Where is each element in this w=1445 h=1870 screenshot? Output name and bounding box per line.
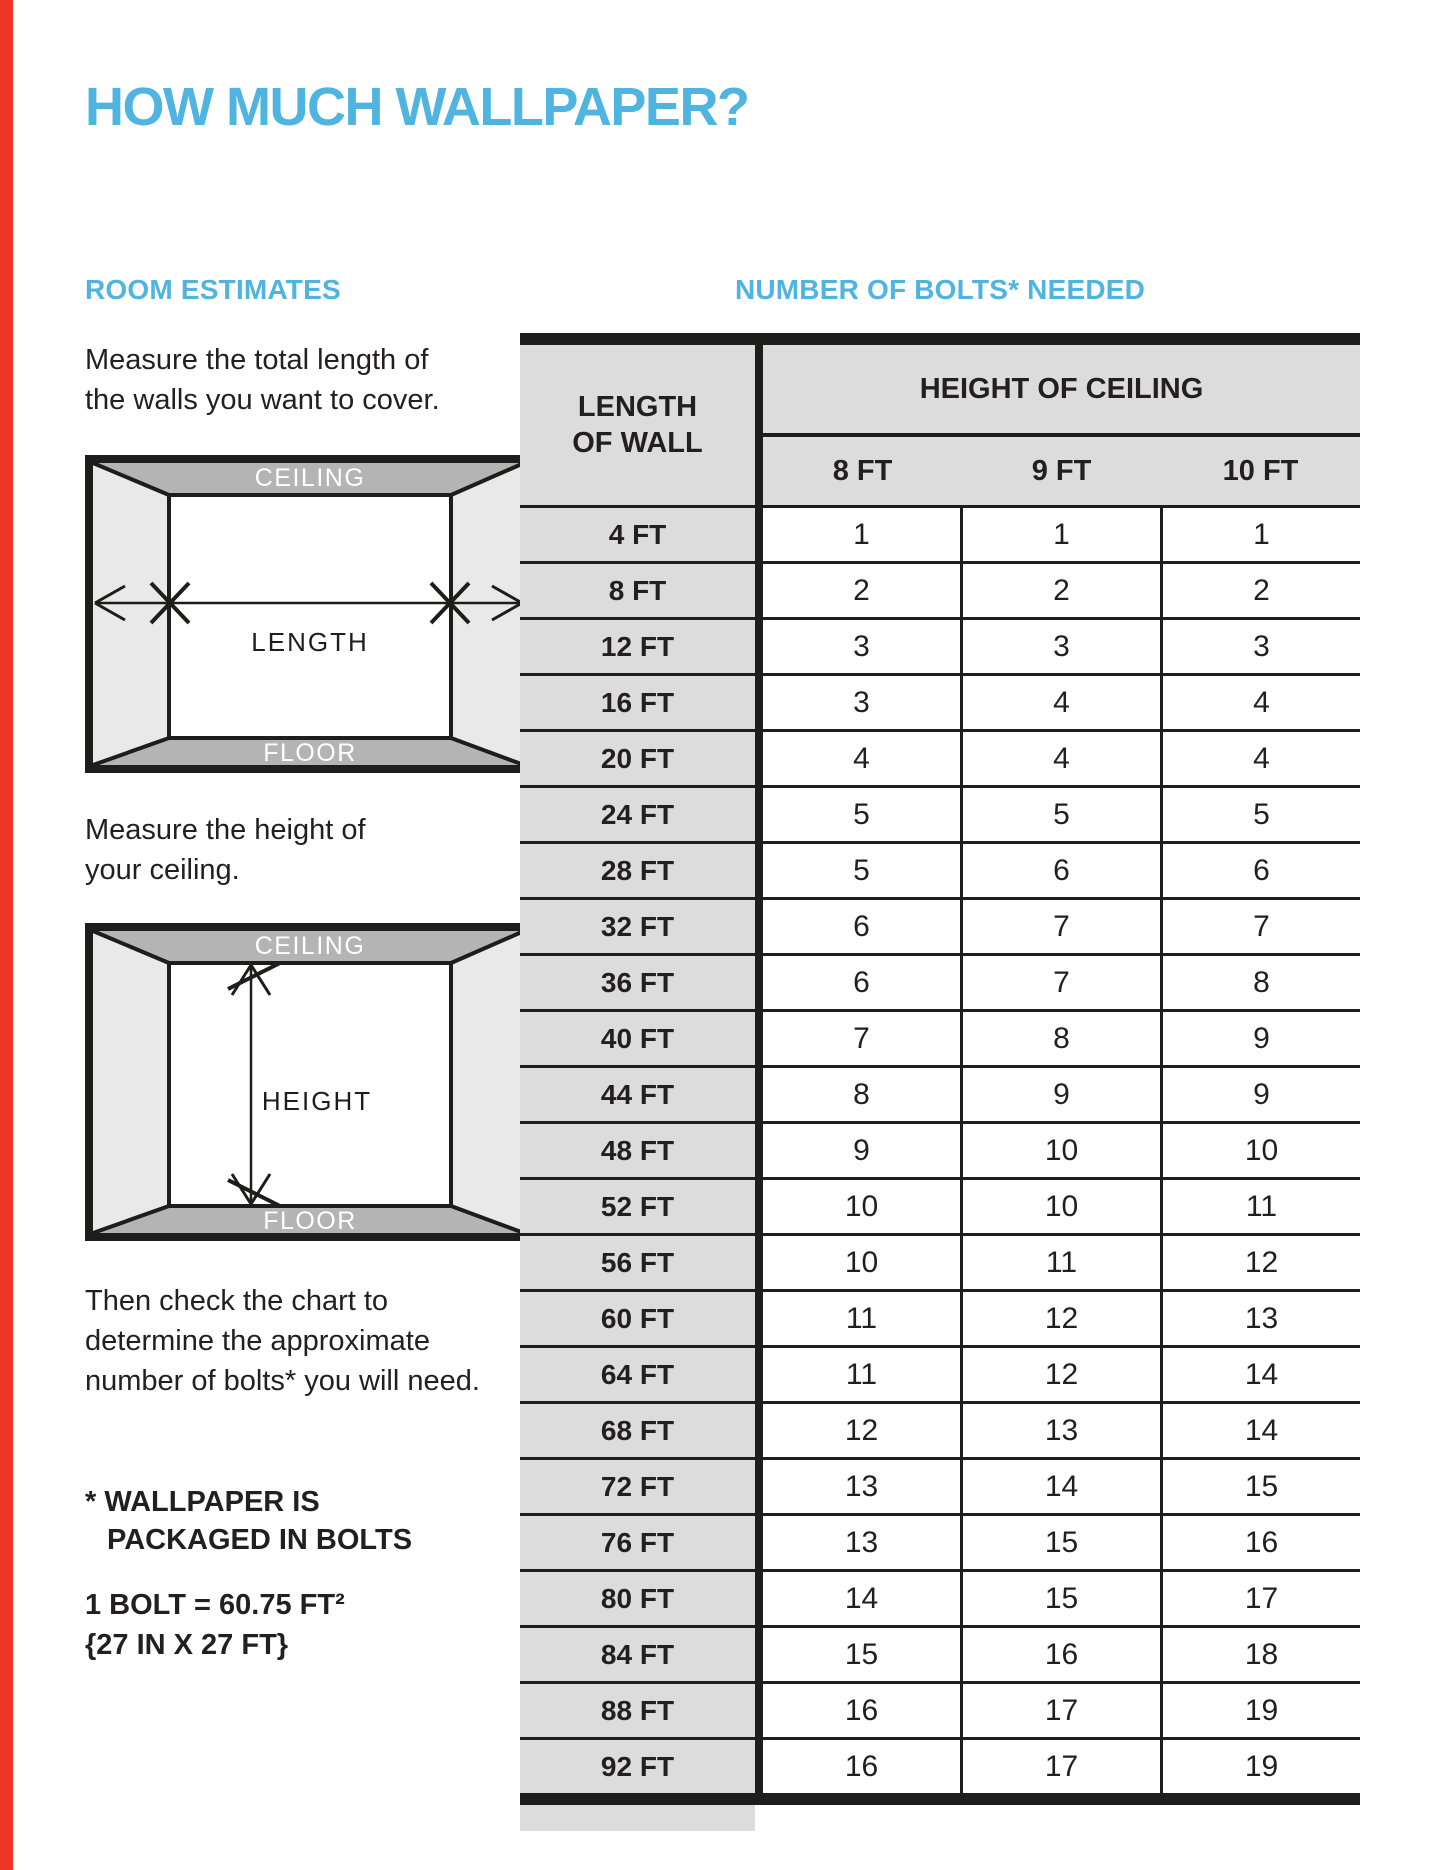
bolts-10ft-cell: 6 [1160, 844, 1360, 897]
left-wall [93, 931, 169, 1233]
bolts-10ft-cell: 18 [1160, 1628, 1360, 1681]
wallpaper-bolts-footnote [85, 1483, 412, 1559]
table-gray-stub [520, 1805, 755, 1831]
bolts-8ft-cell: 15 [844, 1637, 879, 1671]
bolts-10ft-cell: 14 [1160, 1348, 1360, 1401]
bolts-10ft-cell: 13 [1160, 1292, 1360, 1345]
bolts-8ft-cell: 6 [853, 965, 870, 999]
wall-length-cell: 44 FT [520, 1068, 755, 1121]
room-length-diagram [85, 455, 532, 773]
wall-length-cell: 28 FT [520, 844, 755, 897]
bolts-9ft-cell: 17 [960, 1684, 1160, 1737]
text-line: the walls you want to cover. [85, 384, 440, 416]
table-vertical-divider [755, 1684, 763, 1737]
instruction-check-chart [85, 1281, 480, 1401]
bolts-10ft-cell: 4 [1160, 732, 1360, 785]
bolts-8ft-cell: 10 [844, 1245, 879, 1279]
bolt-value-cells [763, 1684, 1360, 1737]
table-row [520, 505, 1360, 561]
table-row [520, 1625, 1360, 1681]
table-row [520, 1569, 1360, 1625]
table-header [520, 345, 1360, 505]
bolts-8ft-cell: 16 [844, 1693, 879, 1727]
bolt-size-info [85, 1585, 345, 1665]
footnote-line-2: PACKAGED IN BOLTS [107, 1524, 413, 1556]
text-line: your ceiling. [85, 854, 240, 886]
bolts-8ft-cell: 10 [844, 1189, 879, 1223]
wall-length-cell: 72 FT [520, 1460, 755, 1513]
bolts-8ft-cell: 3 [853, 685, 870, 719]
table-row [520, 1513, 1360, 1569]
table-vertical-divider [755, 900, 763, 953]
bolts-10ft-cell: 10 [1160, 1124, 1360, 1177]
bolt-value-cells [763, 732, 1360, 785]
instruction-measure-height [85, 810, 366, 890]
bolt-value-cells [763, 900, 1360, 953]
table-row [520, 1289, 1360, 1345]
bolts-10ft-cell: 2 [1160, 564, 1360, 617]
bolts-10ft-cell: 19 [1160, 1740, 1360, 1793]
bolt-value-cells [763, 1404, 1360, 1457]
table-vertical-divider [755, 564, 763, 617]
ceiling-header-block [763, 345, 1360, 505]
bolts-10ft-cell: 7 [1160, 900, 1360, 953]
bolt-value-cells [763, 1236, 1360, 1289]
wall-length-cell: 4 FT [520, 508, 755, 561]
wall-length-cell: 92 FT [520, 1740, 755, 1793]
instruction-measure-length [85, 340, 440, 420]
table-vertical-divider [755, 1068, 763, 1121]
bolts-9ft-cell: 12 [960, 1348, 1160, 1401]
bolts-10ft-cell: 16 [1160, 1516, 1360, 1569]
bolt-value-cells [763, 788, 1360, 841]
wall-length-cell: 64 FT [520, 1348, 755, 1401]
table-vertical-divider [755, 1404, 763, 1457]
bolt-value-cells [763, 676, 1360, 729]
bolts-10ft-cell: 15 [1160, 1460, 1360, 1513]
table-bottom-border [520, 1793, 1360, 1805]
wall-length-cell: 48 FT [520, 1124, 755, 1177]
bolts-10ft-cell: 5 [1160, 788, 1360, 841]
bolts-10ft-cell: 12 [1160, 1236, 1360, 1289]
bolts-9ft-cell: 5 [960, 788, 1160, 841]
bolts-9ft-cell: 8 [960, 1012, 1160, 1065]
table-vertical-divider [755, 1180, 763, 1233]
bolts-8ft-cell: 1 [853, 517, 870, 551]
table-row [520, 729, 1360, 785]
bolts-8ft-cell: 5 [853, 853, 870, 887]
bolt-value-cells [763, 620, 1360, 673]
table-row [520, 1401, 1360, 1457]
table-vertical-divider [755, 844, 763, 897]
wall-length-cell: 84 FT [520, 1628, 755, 1681]
bolts-9ft-cell: 15 [960, 1572, 1160, 1625]
table-vertical-divider [755, 1516, 763, 1569]
length-of-wall-header [520, 345, 755, 505]
table-vertical-divider [755, 1348, 763, 1401]
footnote-line-1: * WALLPAPER IS [85, 1486, 320, 1518]
table-vertical-divider [755, 508, 763, 561]
wall-length-cell: 56 FT [520, 1236, 755, 1289]
bolts-9ft-cell: 7 [960, 900, 1160, 953]
bolt-value-cells [763, 1124, 1360, 1177]
bolts-9ft-cell: 11 [960, 1236, 1160, 1289]
bolts-table [520, 333, 1360, 1831]
bolts-8ft-cell: 7 [853, 1021, 870, 1055]
wall-length-cell: 12 FT [520, 620, 755, 673]
bolts-8ft-cell: 11 [845, 1301, 878, 1335]
back-wall [169, 495, 451, 738]
wall-length-cell: 76 FT [520, 1516, 755, 1569]
bolt-value-cells [763, 508, 1360, 561]
bolts-9ft-cell: 17 [960, 1740, 1160, 1793]
bolts-8ft-cell: 3 [853, 629, 870, 663]
table-row [520, 953, 1360, 1009]
table-row [520, 561, 1360, 617]
bolts-10ft-cell: 4 [1160, 676, 1360, 729]
table-vertical-divider [755, 788, 763, 841]
bolts-10ft-cell: 9 [1160, 1012, 1360, 1065]
bolts-8ft-cell: 16 [844, 1749, 879, 1783]
bolts-8ft-cell: 12 [844, 1413, 879, 1447]
table-row [520, 1345, 1360, 1401]
text-line: Measure the total length of [85, 344, 429, 376]
table-row [520, 1737, 1360, 1793]
wall-length-cell: 16 FT [520, 676, 755, 729]
wall-length-cell: 8 FT [520, 564, 755, 617]
bolts-9ft-cell: 15 [960, 1516, 1160, 1569]
bolts-10ft-cell: 3 [1160, 620, 1360, 673]
table-row [520, 841, 1360, 897]
bolts-8ft-cell: 13 [844, 1525, 879, 1559]
bolts-9ft-cell: 16 [960, 1628, 1160, 1681]
bolt-value-cells [763, 844, 1360, 897]
text-line: number of bolts* you will need. [85, 1365, 480, 1397]
bolts-8ft-cell: 9 [853, 1133, 870, 1167]
height-of-ceiling-header: HEIGHT OF CEILING [763, 345, 1360, 437]
bolt-value-cells [763, 1012, 1360, 1065]
bolts-needed-heading: NUMBER OF BOLTS* NEEDED [734, 274, 1146, 305]
bolts-9ft-cell: 1 [960, 508, 1160, 561]
height-label: HEIGHT [261, 1086, 373, 1116]
table-vertical-divider [755, 1012, 763, 1065]
bolts-9ft-cell: 4 [960, 732, 1160, 785]
bolts-9ft-cell: 3 [960, 620, 1160, 673]
table-vertical-divider [755, 1236, 763, 1289]
col-header-10ft: 10 FT [1222, 454, 1299, 487]
bolts-9ft-cell: 6 [960, 844, 1160, 897]
wall-length-cell: 36 FT [520, 956, 755, 1009]
table-top-border [520, 333, 1360, 345]
text-line: determine the approximate [85, 1325, 430, 1357]
bolts-9ft-cell: 10 [960, 1180, 1160, 1233]
bolt-value-cells [763, 1180, 1360, 1233]
table-vertical-divider [755, 1124, 763, 1177]
table-vertical-divider [755, 956, 763, 1009]
bolts-9ft-cell: 13 [960, 1404, 1160, 1457]
bolts-9ft-cell: 2 [960, 564, 1160, 617]
bolts-8ft-cell: 4 [853, 741, 870, 775]
col-header-9ft: 9 FT [1031, 454, 1092, 487]
table-vertical-divider [755, 1572, 763, 1625]
wall-length-cell: 60 FT [520, 1292, 755, 1345]
bolts-8ft-cell: 14 [844, 1581, 879, 1615]
wall-length-cell: 88 FT [520, 1684, 755, 1737]
bolts-10ft-cell: 11 [1160, 1180, 1360, 1233]
bolt-value-cells [763, 956, 1360, 1009]
table-row [520, 785, 1360, 841]
table-row [520, 1065, 1360, 1121]
bolt-dimensions: {27 IN X 27 FT} [85, 1629, 289, 1661]
bolts-10ft-cell: 19 [1160, 1684, 1360, 1737]
right-wall [451, 931, 524, 1233]
bolt-value-cells [763, 1740, 1360, 1793]
page-edge-red-stripe [0, 0, 13, 1870]
bolts-8ft-cell: 2 [853, 573, 870, 607]
bolts-9ft-cell: 12 [960, 1292, 1160, 1345]
bolt-value-cells [763, 1628, 1360, 1681]
table-row [520, 1457, 1360, 1513]
wall-length-cell: 52 FT [520, 1180, 755, 1233]
floor-label: FLOOR [263, 739, 357, 767]
table-vertical-divider [755, 732, 763, 785]
table-row [520, 1009, 1360, 1065]
table-vertical-divider [755, 1628, 763, 1681]
table-row [520, 1681, 1360, 1737]
bolts-8ft-cell: 13 [844, 1469, 879, 1503]
table-vertical-divider [755, 1740, 763, 1793]
bolts-10ft-cell: 14 [1160, 1404, 1360, 1457]
col-header-8ft: 8 FT [832, 454, 893, 487]
wall-length-cell: 40 FT [520, 1012, 755, 1065]
bolt-value-cells [763, 1460, 1360, 1513]
bolt-value-cells [763, 1068, 1360, 1121]
ceiling-label: CEILING [254, 464, 366, 492]
back-wall [169, 963, 451, 1206]
bolts-9ft-cell: 14 [960, 1460, 1160, 1513]
header-line: LENGTH [577, 391, 698, 423]
bolts-10ft-cell: 17 [1160, 1572, 1360, 1625]
bolts-8ft-cell: 5 [853, 797, 870, 831]
table-row [520, 1177, 1360, 1233]
bolt-value-cells [763, 564, 1360, 617]
table-vertical-divider [755, 345, 763, 505]
table-vertical-divider [755, 676, 763, 729]
bolt-equation: 1 BOLT = 60.75 FT² [85, 1589, 345, 1621]
bolts-9ft-cell: 7 [960, 956, 1160, 1009]
ceiling-label: CEILING [254, 932, 366, 960]
table-vertical-divider [755, 1292, 763, 1345]
bolt-value-cells [763, 1572, 1360, 1625]
bolt-value-cells [763, 1348, 1360, 1401]
text-line: Then check the chart to [85, 1285, 389, 1317]
bolts-10ft-cell: 1 [1160, 508, 1360, 561]
header-line: OF WALL [572, 427, 703, 459]
table-vertical-divider [755, 1460, 763, 1513]
table-row [520, 617, 1360, 673]
bolt-value-cells [763, 1292, 1360, 1345]
wall-length-cell: 80 FT [520, 1572, 755, 1625]
text-line: Measure the height of [85, 814, 366, 846]
bolts-9ft-cell: 10 [960, 1124, 1160, 1177]
room-estimates-heading: ROOM ESTIMATES [85, 274, 341, 305]
bolts-8ft-cell: 6 [853, 909, 870, 943]
wall-length-cell: 68 FT [520, 1404, 755, 1457]
bolts-10ft-cell: 8 [1160, 956, 1360, 1009]
table-row [520, 1121, 1360, 1177]
table-row [520, 673, 1360, 729]
bolts-9ft-cell: 4 [960, 676, 1160, 729]
room-height-diagram [85, 923, 532, 1241]
bolts-8ft-cell: 11 [845, 1357, 878, 1391]
wall-length-cell: 32 FT [520, 900, 755, 953]
floor-label: FLOOR [263, 1207, 357, 1235]
bolts-10ft-cell: 9 [1160, 1068, 1360, 1121]
bolts-8ft-cell: 8 [853, 1077, 870, 1111]
ceiling-height-columns [763, 437, 1360, 505]
page-title: HOW MUCH WALLPAPER? [85, 77, 749, 137]
wall-length-cell: 24 FT [520, 788, 755, 841]
wall-length-cell: 20 FT [520, 732, 755, 785]
length-label: LENGTH [251, 627, 369, 657]
table-row [520, 1233, 1360, 1289]
table-vertical-divider [755, 620, 763, 673]
table-row [520, 897, 1360, 953]
bolt-value-cells [763, 1516, 1360, 1569]
bolts-9ft-cell: 9 [960, 1068, 1160, 1121]
